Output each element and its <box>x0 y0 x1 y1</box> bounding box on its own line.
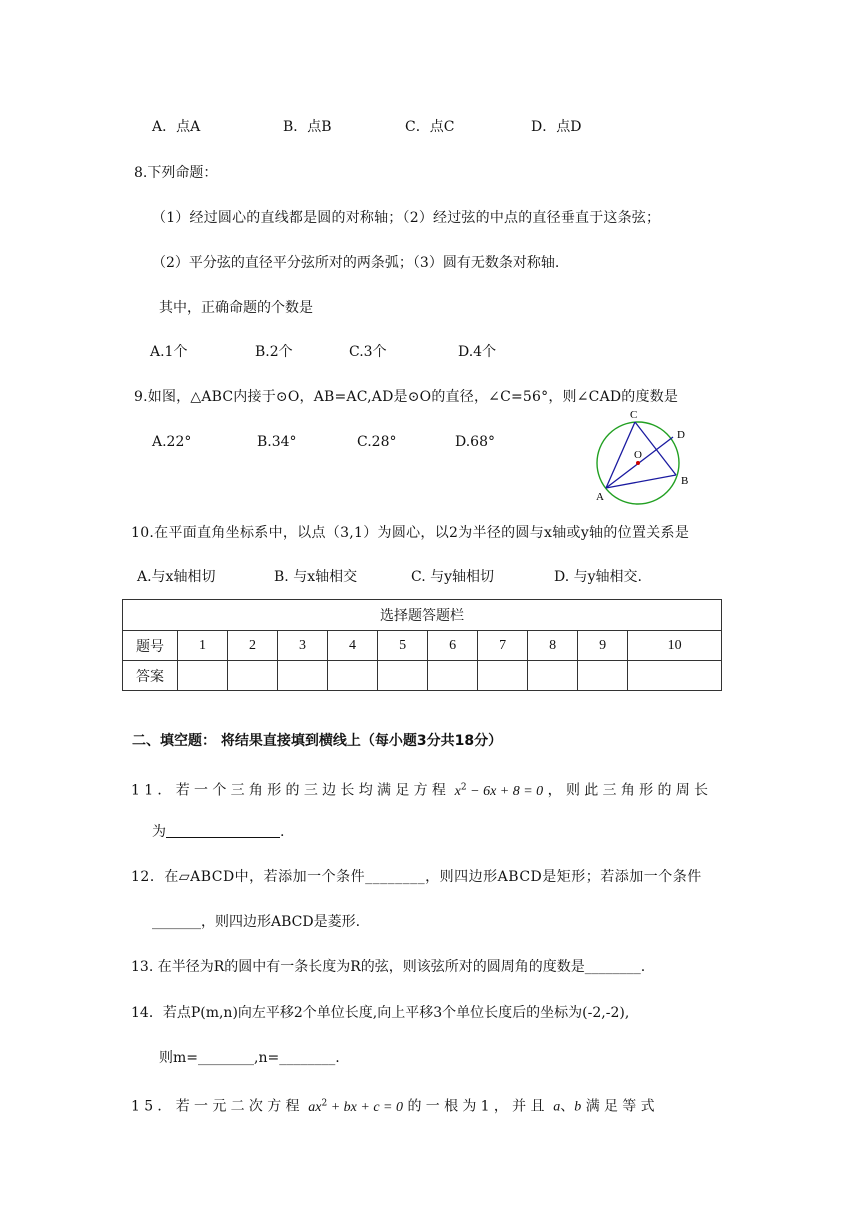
q10-option-d: D. 与y轴相交. <box>554 569 642 585</box>
q14-line2: 则m=________,n=________. <box>159 1050 340 1066</box>
q7-option-a: A．点A <box>152 119 201 135</box>
q15-var-b: b <box>574 1099 582 1115</box>
center-point-o <box>636 461 640 465</box>
answer-table-num-label: 题号 <box>123 631 178 661</box>
q15-var-a: a <box>553 1099 561 1115</box>
q14-line1: 14．若点P(m,n)向左平移2个单位长度,向上平移3个单位长度后的坐标为(-2,-2), <box>131 1005 630 1021</box>
q11-line2-label: 为 <box>152 824 166 840</box>
q7-option-d: D．点D <box>531 119 582 135</box>
q11-eq-exp: 2 <box>460 782 467 792</box>
q11-line1 <box>131 777 712 802</box>
q8-stem: 8.下列命题： <box>134 165 218 181</box>
q15-tail: 满足等式 <box>585 1098 659 1115</box>
answer-table-num-3: 3 <box>278 631 328 661</box>
q15-equation <box>308 1099 403 1115</box>
answer-cell-10[interactable] <box>628 661 722 691</box>
q10-option-b: B. 与x轴相交 <box>274 569 358 585</box>
q10-stem: 10.在平面直角坐标系中，以点（3,1）为圆心，以2为半径的圆与x轴或y轴的位置关系是 <box>131 525 690 541</box>
q9-circle-figure <box>590 408 700 508</box>
answer-cell-4[interactable] <box>328 661 378 691</box>
q15-line1 <box>131 1093 659 1118</box>
q7-option-c: C．点C <box>405 119 455 135</box>
q8-line1: （1）经过圆心的直线都是圆的对称轴；（2）经过弦的中点的直径垂直于这条弦； <box>152 210 661 226</box>
q8-line3: 其中，正确命题的个数是 <box>159 300 313 316</box>
q9-stem: 9.如图，△ABC内接于⊙O，AB=AC,AD是⊙O的直径，∠C=56°，则∠CAD的度数是 <box>134 389 679 405</box>
q15-sep: 、 <box>560 1098 575 1115</box>
label-d: D <box>677 429 685 441</box>
answer-cell-6[interactable] <box>428 661 478 691</box>
label-a: A <box>596 491 604 503</box>
q15-pre: 15．若一元二次方程 <box>131 1098 304 1115</box>
q11-line2 <box>152 822 284 842</box>
answer-table-answer-row <box>123 661 722 691</box>
q9-option-a: A.22° <box>152 434 192 450</box>
q12-line2: _______，则四边形ABCD是菱形. <box>152 914 361 930</box>
q10-option-c: C. 与y轴相切 <box>411 569 495 585</box>
answer-table-ans-label: 答案 <box>123 661 178 691</box>
answer-table-num-2: 2 <box>228 631 278 661</box>
answer-table-title: 选择题答题栏 <box>123 600 722 631</box>
q8-option-b: B.2个 <box>255 344 293 360</box>
q8-option-d: D.4个 <box>458 344 497 360</box>
q9-option-b: B.34° <box>257 434 297 450</box>
q11-equation <box>455 783 544 799</box>
answer-table-num-4: 4 <box>328 631 378 661</box>
answer-cell-9[interactable] <box>578 661 628 691</box>
answer-table-num-5: 5 <box>378 631 428 661</box>
answer-table-num-10: 10 <box>628 631 722 661</box>
q15-eq-exp: 2 <box>321 1098 328 1108</box>
q11-eq-var: x <box>454 783 461 799</box>
label-o: O <box>634 449 642 461</box>
q13-text: 13. 在半径为R的圆中有一条长度为R的弦，则该弦所对的圆周角的度数是________. <box>131 959 646 975</box>
answer-table-number-row <box>123 631 722 661</box>
answer-cell-3[interactable] <box>278 661 328 691</box>
q8-option-a: A.1个 <box>150 344 188 360</box>
q11-post: ，则此三角形的周长 <box>547 782 713 799</box>
q11-eq-rest: − 6x + 8 = 0 <box>466 783 544 799</box>
q15-post: 的一根为1，并且 <box>407 1098 549 1115</box>
q9-option-c: C.28° <box>357 434 397 450</box>
answer-table-num-9: 9 <box>578 631 628 661</box>
q9-option-d: D.68° <box>455 434 495 450</box>
segment-ab <box>606 475 676 488</box>
answer-cell-8[interactable] <box>528 661 578 691</box>
q8-line2: （2）平分弦的直径平分弦所对的两条弧；（3）圆有无数条对称轴. <box>152 255 560 271</box>
answer-cell-1[interactable] <box>178 661 228 691</box>
label-c: C <box>630 409 638 421</box>
answer-table-num-7: 7 <box>478 631 528 661</box>
answer-cell-5[interactable] <box>378 661 428 691</box>
q11-pre: 11．若一个三角形的三边长均满足方程 <box>131 782 451 799</box>
answer-table <box>122 599 722 691</box>
answer-cell-7[interactable] <box>478 661 528 691</box>
q11-end: . <box>280 824 285 840</box>
answer-table-num-8: 8 <box>528 631 578 661</box>
q10-option-a: A.与x轴相切 <box>137 569 216 585</box>
q7-option-b: B．点B <box>283 119 332 135</box>
label-b: B <box>681 475 689 487</box>
answer-table-num-1: 1 <box>178 631 228 661</box>
section-2-title: 二、填空题： 将结果直接填到横线上（每小题3分共18分） <box>132 733 503 749</box>
q12-line1: 12．在▱ABCD中，若添加一个条件________，则四边形ABCD是矩形；若添加一个条件 <box>131 869 702 885</box>
answer-table-num-6: 6 <box>428 631 478 661</box>
answer-cell-2[interactable] <box>228 661 278 691</box>
q15-eq-rest: + bx + c = 0 <box>327 1099 404 1115</box>
q15-eq-term: ax <box>308 1099 322 1115</box>
q8-option-c: C.3个 <box>349 344 387 360</box>
q11-answer-blank[interactable] <box>166 823 280 838</box>
